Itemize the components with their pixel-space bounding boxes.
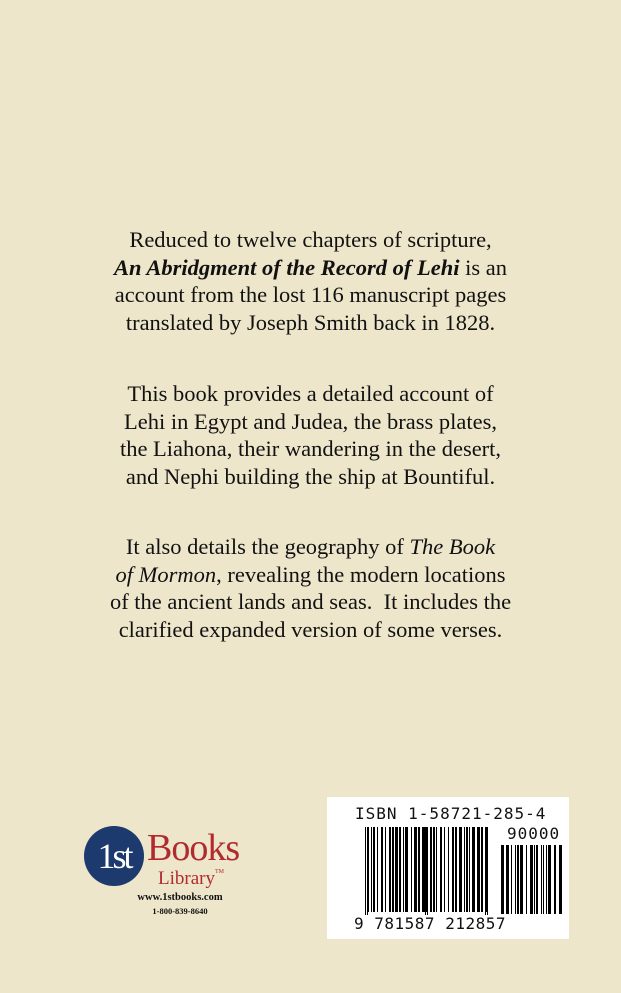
barcode-bar xyxy=(411,827,412,912)
barcode-bar xyxy=(436,827,437,912)
barcode-guard-bar xyxy=(365,827,366,915)
barcode-guard-bar xyxy=(427,827,428,915)
blurb-paragraph-2 xyxy=(0,380,621,490)
barcode-bar xyxy=(515,845,516,914)
barcode-bar xyxy=(554,845,556,914)
barcode-guard-bar xyxy=(485,827,486,915)
barcode-bar xyxy=(546,845,547,914)
blurb-text: , revealing the modern locations xyxy=(216,561,506,587)
barcode-bar xyxy=(399,827,401,912)
blurb-line: the Liahona, their wandering in the desert, xyxy=(119,436,502,461)
barcode-bar xyxy=(520,845,523,914)
ean-number: 9 781587 212857 xyxy=(354,914,506,933)
barcode-bar xyxy=(543,845,544,914)
barcode-bar xyxy=(455,827,457,912)
barcode-guard-bar xyxy=(425,827,426,915)
barcode-bar xyxy=(377,827,378,912)
barcode-bar xyxy=(440,827,442,912)
blurb-line: Reduced to twelve chapters of scripture, xyxy=(129,227,492,252)
barcode-guard-bar xyxy=(367,827,368,915)
barcode-bar xyxy=(430,827,432,912)
barcode-bar xyxy=(389,827,391,912)
barcode-bar xyxy=(381,827,383,912)
barcode-bar xyxy=(433,827,435,912)
barcode-bar xyxy=(526,845,527,914)
book-title: An Abridgment of the Record of Lehi xyxy=(114,254,460,280)
blurb-line: and Nephi building the ship at Bountiful. xyxy=(125,463,496,489)
isbn-barcode xyxy=(327,797,569,939)
barcode-bar xyxy=(481,827,483,912)
book-title: of Mormon xyxy=(115,561,217,587)
barcode-bar xyxy=(371,827,372,912)
barcode-bar xyxy=(403,827,404,912)
blurb-paragraph-3 xyxy=(0,533,621,643)
logo-circle: 1st xyxy=(84,826,144,886)
blurb-line: Lehi in Egypt and Judea, the brass plates, xyxy=(123,408,498,434)
blurb-line: translated by Joseph Smith back in 1828. xyxy=(125,309,496,335)
barcode-bar xyxy=(511,845,512,914)
barcode-bar xyxy=(506,845,509,914)
barcode-bar xyxy=(405,827,408,912)
barcode-bar xyxy=(559,845,562,914)
barcode-bar xyxy=(517,845,519,914)
barcode-bar xyxy=(530,845,533,914)
barcode-bar xyxy=(392,827,394,912)
barcode-bar xyxy=(448,827,449,912)
barcode-bar xyxy=(464,827,465,912)
publisher-url: www.1stbooks.com xyxy=(137,892,223,903)
barcode-bar xyxy=(548,845,551,914)
logo-library-text xyxy=(158,869,224,889)
barcode-bar xyxy=(469,827,470,912)
barcode-bar xyxy=(418,827,420,912)
blurb-text: is an xyxy=(459,254,507,280)
logo-books-text: Books xyxy=(147,827,240,869)
blurb-line: of the ancient lands and seas. It includes the xyxy=(109,589,512,614)
barcode-bar xyxy=(385,827,386,912)
blurb-text: It also details the geography of xyxy=(125,534,410,559)
publisher-logo xyxy=(84,826,259,930)
blurb-paragraph-1 xyxy=(0,226,621,336)
blurb-line xyxy=(0,533,621,561)
logo-library-word: Library xyxy=(158,868,215,889)
barcode-bar xyxy=(426,827,427,912)
blurb-line: clarified expanded version of some verses. xyxy=(118,616,503,642)
barcode-bar xyxy=(536,845,538,914)
barcode-bar xyxy=(534,845,535,914)
book-title: The Book xyxy=(409,534,496,559)
barcode-bar xyxy=(466,827,468,912)
barcode-bar xyxy=(395,827,398,912)
barcode-bar xyxy=(452,827,454,912)
blurb-line: account from the lost 116 manuscript pages xyxy=(114,282,507,307)
barcode-bar xyxy=(414,827,417,912)
barcode-bar xyxy=(422,827,425,912)
blurb-line xyxy=(0,254,621,282)
blurb-line: This book provides a detailed account of xyxy=(127,381,494,406)
isbn-label: ISBN 1-58721-285-4 xyxy=(355,804,547,823)
blurb-line xyxy=(0,561,621,589)
barcode-bar xyxy=(477,827,480,912)
trademark: TM xyxy=(214,869,224,875)
addon-number: 90000 xyxy=(507,824,561,843)
barcode-bar xyxy=(501,845,504,914)
barcode-bar xyxy=(444,827,445,912)
barcode-bar xyxy=(472,827,475,912)
barcode-guard-bar xyxy=(487,827,488,915)
publisher-phone: 1-800-839-8640 xyxy=(152,906,208,916)
barcode-bar xyxy=(459,827,462,912)
barcode-bar xyxy=(541,845,542,914)
barcode-bar xyxy=(373,827,375,912)
